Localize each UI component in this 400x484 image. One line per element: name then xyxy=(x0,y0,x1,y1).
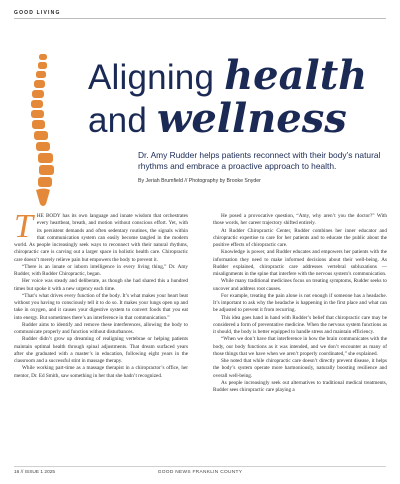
article-paragraph: As people increasingly seek out alternatives to traditional medical treatments, Rudder sees chiropractic care playing a xyxy=(213,379,387,393)
article-paragraph: At Rudder Chiropractic Center, Rudder combines her inner educator and chiropractic expertise to care for her patients and to educate the public about the positive effects of chiropractic care. xyxy=(213,227,387,248)
article-title-line-1 xyxy=(88,52,367,99)
footer-divider xyxy=(14,466,386,467)
article-paragraph: While many traditional medicines focus on treating symptoms, Rudder seeks to uncover and address root causes. xyxy=(213,278,387,292)
article-paragraph: For example, treating the pain alone is not enough if someone has a headache. It’s important to ask why the headache is happening in the first place and what can be adjusted to prevent it from recurring. xyxy=(213,292,387,314)
article-paragraph: “That’s what drives every function of the body. It’s what makes your heart beat without you having to consciously tell it to do so. It makes your lungs open up and take in oxygen, and it causes your digestive system to convert foods that you eat into energy. But sometimes there’s an interference in that communication.” xyxy=(14,292,188,321)
section-divider xyxy=(14,18,386,19)
article-paragraph: She noted that while chiropractic care doesn’t directly prevent disease, it helps the body’s system operate more harmoniously, naturally boosting resilience and overall well-being. xyxy=(213,358,387,379)
section-label: GOOD LIVING xyxy=(14,10,61,16)
article-paragraph: While working part-time as a massage therapist in a chiropractor’s office, her mentor, Dr. Ed Smith, saw something in her that she hadn’t recognized. xyxy=(14,365,188,379)
title-word-aligning: Aligning xyxy=(88,58,225,97)
footer-publication-name: GOOD NEWS FRANKLIN COUNTY xyxy=(157,470,243,475)
article-paragraph: He posed a provocative question, “Amy, why aren’t you the doctor?” With those words, her career trajectory shifted entirely. xyxy=(213,213,387,227)
article-title-line-2 xyxy=(88,95,347,142)
title-word-wellness: wellness xyxy=(156,95,347,142)
article-paragraph: Knowledge is power, and Rudder educates and empowers her patients with the information they need to make informed decisions about their well-being. As Rudder explained, chiropractic care addresses vertebral subluxations — misalignments in the spine that interfere with the nervous system’s communication. xyxy=(213,249,387,277)
drop-cap: T xyxy=(14,208,33,245)
article-column-left xyxy=(14,208,188,380)
article-paragraph: Her voice was steady and deliberate, as though she had shared this a hundred times but spoke it with a new urgency each time. xyxy=(14,278,188,292)
article-paragraph: Rudder aims to identify and remove these interferences, allowing the body to communicate properly and function without disturbances. xyxy=(14,321,188,335)
spine-illustration-icon xyxy=(22,52,62,212)
title-word-health: health xyxy=(224,52,368,99)
title-word-and: and xyxy=(88,101,157,140)
article-paragraph: Rudder didn’t grow up dreaming of realigning vertebrae or helping patients maintain optimal health through spinal adjustments. That dream surfaced years after she graduated with a master’s in education, following eight years in the classroom and a successful stint in massage therapy. xyxy=(14,336,188,364)
footer-page-info: 16 // ISSUE 1 2025 xyxy=(14,470,56,475)
article-paragraph: “There is an innate or inborn intelligence in every living thing,” Dr. Amy Rudder, with Rudder Chiropractic, began. xyxy=(14,263,188,277)
article-paragraph: This idea goes hand in hand with Rudder’s belief that chiropractic care may be considered a form of preventative medicine. When the nervous system functions as it should, the body is better equipped to handle stress and maintain efficiency. xyxy=(213,314,387,335)
article-paragraph: THE BODY has its own language and innate wisdom that orchestrates every heartbeat, breath, and motion without conscious effort. Yet, with its persistent demands and often sedentary routines, the signals within that communication system can easily become tangled in the modern world. As people increasingly seek ways to reconnect with their natural rhythms, chiropractic care is carving out a larger space in holistic health care. Chiropractic care doesn’t merely relieve pain but empowers the body to prevent it. xyxy=(14,208,188,263)
article-byline: By Jeriah Brumfield // Photography by Brooke Snyder xyxy=(138,178,261,184)
article-deck: Dr. Amy Rudder helps patients reconnect with their body’s natural rhythms and embrace a proactive approach to health. xyxy=(138,150,381,171)
article-paragraph: “When we don’t have that interference in how the brain communicates with the body, our body functions as it was intended, and we don’t encounter as many of those things that we have when we aren’t properly coordinated,” she explained. xyxy=(213,336,387,357)
article-column-right xyxy=(213,213,387,394)
